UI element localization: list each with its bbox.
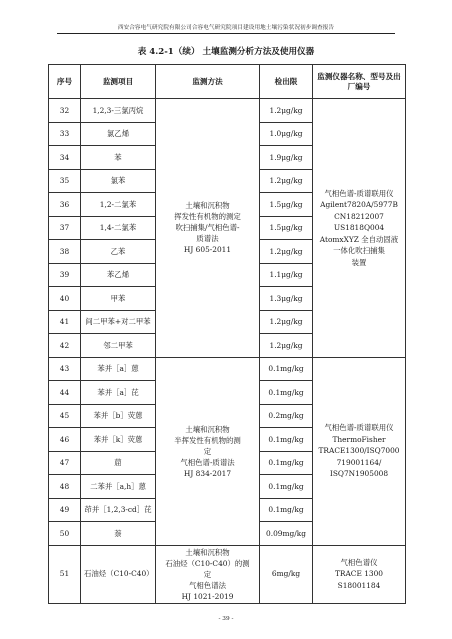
cell-item: 苯乙烯 bbox=[81, 263, 156, 287]
cell-line: 气相色谱-质谱法 bbox=[180, 457, 235, 467]
cell-no: 40 bbox=[49, 287, 81, 311]
table-row bbox=[49, 357, 406, 381]
cell-item: 氯乙烯 bbox=[81, 122, 156, 146]
cell-no: 35 bbox=[49, 169, 81, 193]
cell-no: 37 bbox=[49, 216, 81, 240]
cell-no: 39 bbox=[49, 263, 81, 287]
col-header-item: 监测项目 bbox=[81, 65, 156, 99]
cell-line: Agilent7820A/5977B bbox=[320, 200, 398, 209]
table-caption: 表 4.2-1（续） 土壤监测分析方法及使用仪器 bbox=[137, 47, 315, 57]
cell-limit: 1.2μg/kg bbox=[260, 334, 313, 358]
cell-line: HJ 1021-2019 bbox=[181, 591, 234, 601]
col-header-no: 序号 bbox=[49, 65, 81, 99]
cell-line: 装置 bbox=[351, 257, 367, 267]
cell-no: 44 bbox=[49, 381, 81, 405]
cell-no: 45 bbox=[49, 404, 81, 428]
page-header: 西安合容电气研究院有限公司合容电气研究院项目建设用地土壤污染状况初步调查报告 bbox=[117, 25, 335, 31]
cell-no: 36 bbox=[49, 193, 81, 217]
cell-limit: 0.1mg/kg bbox=[260, 475, 313, 499]
cell-line: TRACE 1300 bbox=[334, 569, 384, 579]
cell-no: 32 bbox=[49, 99, 81, 123]
table-header-row bbox=[49, 65, 406, 99]
cell-line: 半挥发性有机物的测 bbox=[174, 435, 241, 445]
cell-limit: 1.1μg/kg bbox=[260, 263, 313, 287]
monitoring-table bbox=[48, 64, 406, 604]
cell-line: 定 bbox=[203, 446, 212, 456]
header-rule bbox=[57, 33, 395, 34]
cell-limit: 0.1mg/kg bbox=[260, 451, 313, 475]
cell-item: 邻二甲苯 bbox=[81, 334, 156, 358]
cell-instrument bbox=[313, 99, 406, 358]
cell-item: 苯并［k］荧蒽 bbox=[81, 428, 156, 452]
cell-line: 挥发性有机物的测定 bbox=[174, 212, 241, 222]
cell-line: 定 bbox=[203, 569, 212, 579]
cell-item: 萘 bbox=[81, 522, 156, 546]
cell-line: 一体化吹扫捕集 bbox=[333, 246, 385, 255]
cell-no: 49 bbox=[49, 498, 81, 522]
cell-item: 茚并［1,2,3-cd］芘 bbox=[81, 498, 156, 522]
cell-method bbox=[156, 99, 260, 358]
cell-item: 氯苯 bbox=[81, 169, 156, 193]
cell-line: 气相色谱仪 bbox=[340, 557, 378, 567]
cell-no: 41 bbox=[49, 310, 81, 334]
cell-limit: 1.3μg/kg bbox=[260, 287, 313, 311]
cell-limit: 1.5μg/kg bbox=[260, 216, 313, 240]
cell-item: 1,4-二氯苯 bbox=[81, 216, 156, 240]
cell-line: 土壤和沉积物 bbox=[185, 547, 230, 557]
cell-item: 石油烃（C10-C40） bbox=[81, 545, 156, 603]
cell-limit: 1.2μg/kg bbox=[260, 240, 313, 264]
col-header-method: 监测方法 bbox=[156, 65, 260, 99]
cell-limit: 0.09mg/kg bbox=[260, 522, 313, 546]
cell-limit: 0.1mg/kg bbox=[260, 381, 313, 405]
table-body bbox=[49, 99, 406, 604]
cell-item: 苯并［a］蒽 bbox=[81, 357, 156, 381]
cell-item: 苯并［a］芘 bbox=[81, 381, 156, 405]
cell-line: TRACE1300/ISQ7000 bbox=[318, 446, 400, 456]
cell-line: ISQ7N1905008 bbox=[329, 469, 389, 479]
cell-line: 土壤和沉积物 bbox=[185, 424, 230, 434]
cell-no: 50 bbox=[49, 522, 81, 546]
cell-line: US1818Q004 bbox=[333, 223, 385, 232]
cell-line: HJ 834-2017 bbox=[183, 468, 232, 478]
cell-no: 34 bbox=[49, 146, 81, 170]
cell-item: 1,2,3-三氯丙烷 bbox=[81, 99, 156, 123]
cell-no: 43 bbox=[49, 357, 81, 381]
cell-line: HJ 605-2011 bbox=[183, 245, 232, 255]
cell-item: 间二甲苯+对二甲苯 bbox=[81, 310, 156, 334]
cell-line: ThermoFisher bbox=[332, 434, 386, 444]
cell-no: 47 bbox=[49, 451, 81, 475]
cell-no: 42 bbox=[49, 334, 81, 358]
cell-line: 土壤和沉积物 bbox=[185, 201, 230, 211]
cell-no: 51 bbox=[49, 545, 81, 603]
cell-no: 38 bbox=[49, 240, 81, 264]
cell-limit: 1.9μg/kg bbox=[260, 146, 313, 170]
cell-instrument bbox=[313, 357, 406, 545]
cell-limit: 1.5μg/kg bbox=[260, 193, 313, 217]
cell-no: 33 bbox=[49, 122, 81, 146]
cell-item: 苯并［b］荧蒽 bbox=[81, 404, 156, 428]
cell-method bbox=[156, 545, 260, 603]
cell-no: 48 bbox=[49, 475, 81, 499]
cell-line: S18001184 bbox=[337, 580, 381, 590]
cell-instrument bbox=[313, 545, 406, 603]
cell-line: 气相色谱-质谱联用仪 bbox=[324, 188, 394, 198]
cell-item: 1,2-二氯苯 bbox=[81, 193, 156, 217]
cell-item: 苯 bbox=[81, 146, 156, 170]
cell-limit: 0.1mg/kg bbox=[260, 428, 313, 452]
cell-limit: 0.1mg/kg bbox=[260, 498, 313, 522]
col-header-instrument: 监测仪器名称、型号及出厂编号 bbox=[313, 65, 406, 99]
cell-limit: 1.2μg/kg bbox=[260, 99, 313, 123]
cell-line: 质谱法 bbox=[196, 234, 219, 244]
cell-line: 气相色谱-质谱联用仪 bbox=[324, 423, 394, 433]
cell-line: 吹扫捕集/气相色谱- bbox=[175, 223, 240, 233]
cell-limit: 0.1mg/kg bbox=[260, 357, 313, 381]
cell-item: 䓛 bbox=[81, 451, 156, 475]
cell-line: AtomxXYZ 全自动固液 bbox=[319, 234, 399, 244]
cell-line: 石油烃（C10-C40）的测 bbox=[165, 558, 250, 568]
cell-method bbox=[156, 357, 260, 545]
col-header-limit: 检出限 bbox=[260, 65, 313, 99]
cell-limit: 1.0μg/kg bbox=[260, 122, 313, 146]
cell-line: 719001164/ bbox=[336, 457, 382, 467]
cell-item: 乙苯 bbox=[81, 240, 156, 264]
page-number: - 39 - bbox=[218, 616, 234, 622]
cell-line: 气相色谱法 bbox=[189, 580, 226, 590]
cell-limit: 0.2mg/kg bbox=[260, 404, 313, 428]
table-row bbox=[49, 545, 406, 603]
cell-limit: 6mg/kg bbox=[260, 545, 313, 603]
cell-line: CN18212007 bbox=[334, 211, 384, 221]
cell-limit: 1.2μg/kg bbox=[260, 310, 313, 334]
cell-no: 46 bbox=[49, 428, 81, 452]
table-row bbox=[49, 99, 406, 123]
cell-item: 二苯并［a,h］蒽 bbox=[81, 475, 156, 499]
cell-limit: 1.2μg/kg bbox=[260, 169, 313, 193]
cell-item: 甲苯 bbox=[81, 287, 156, 311]
